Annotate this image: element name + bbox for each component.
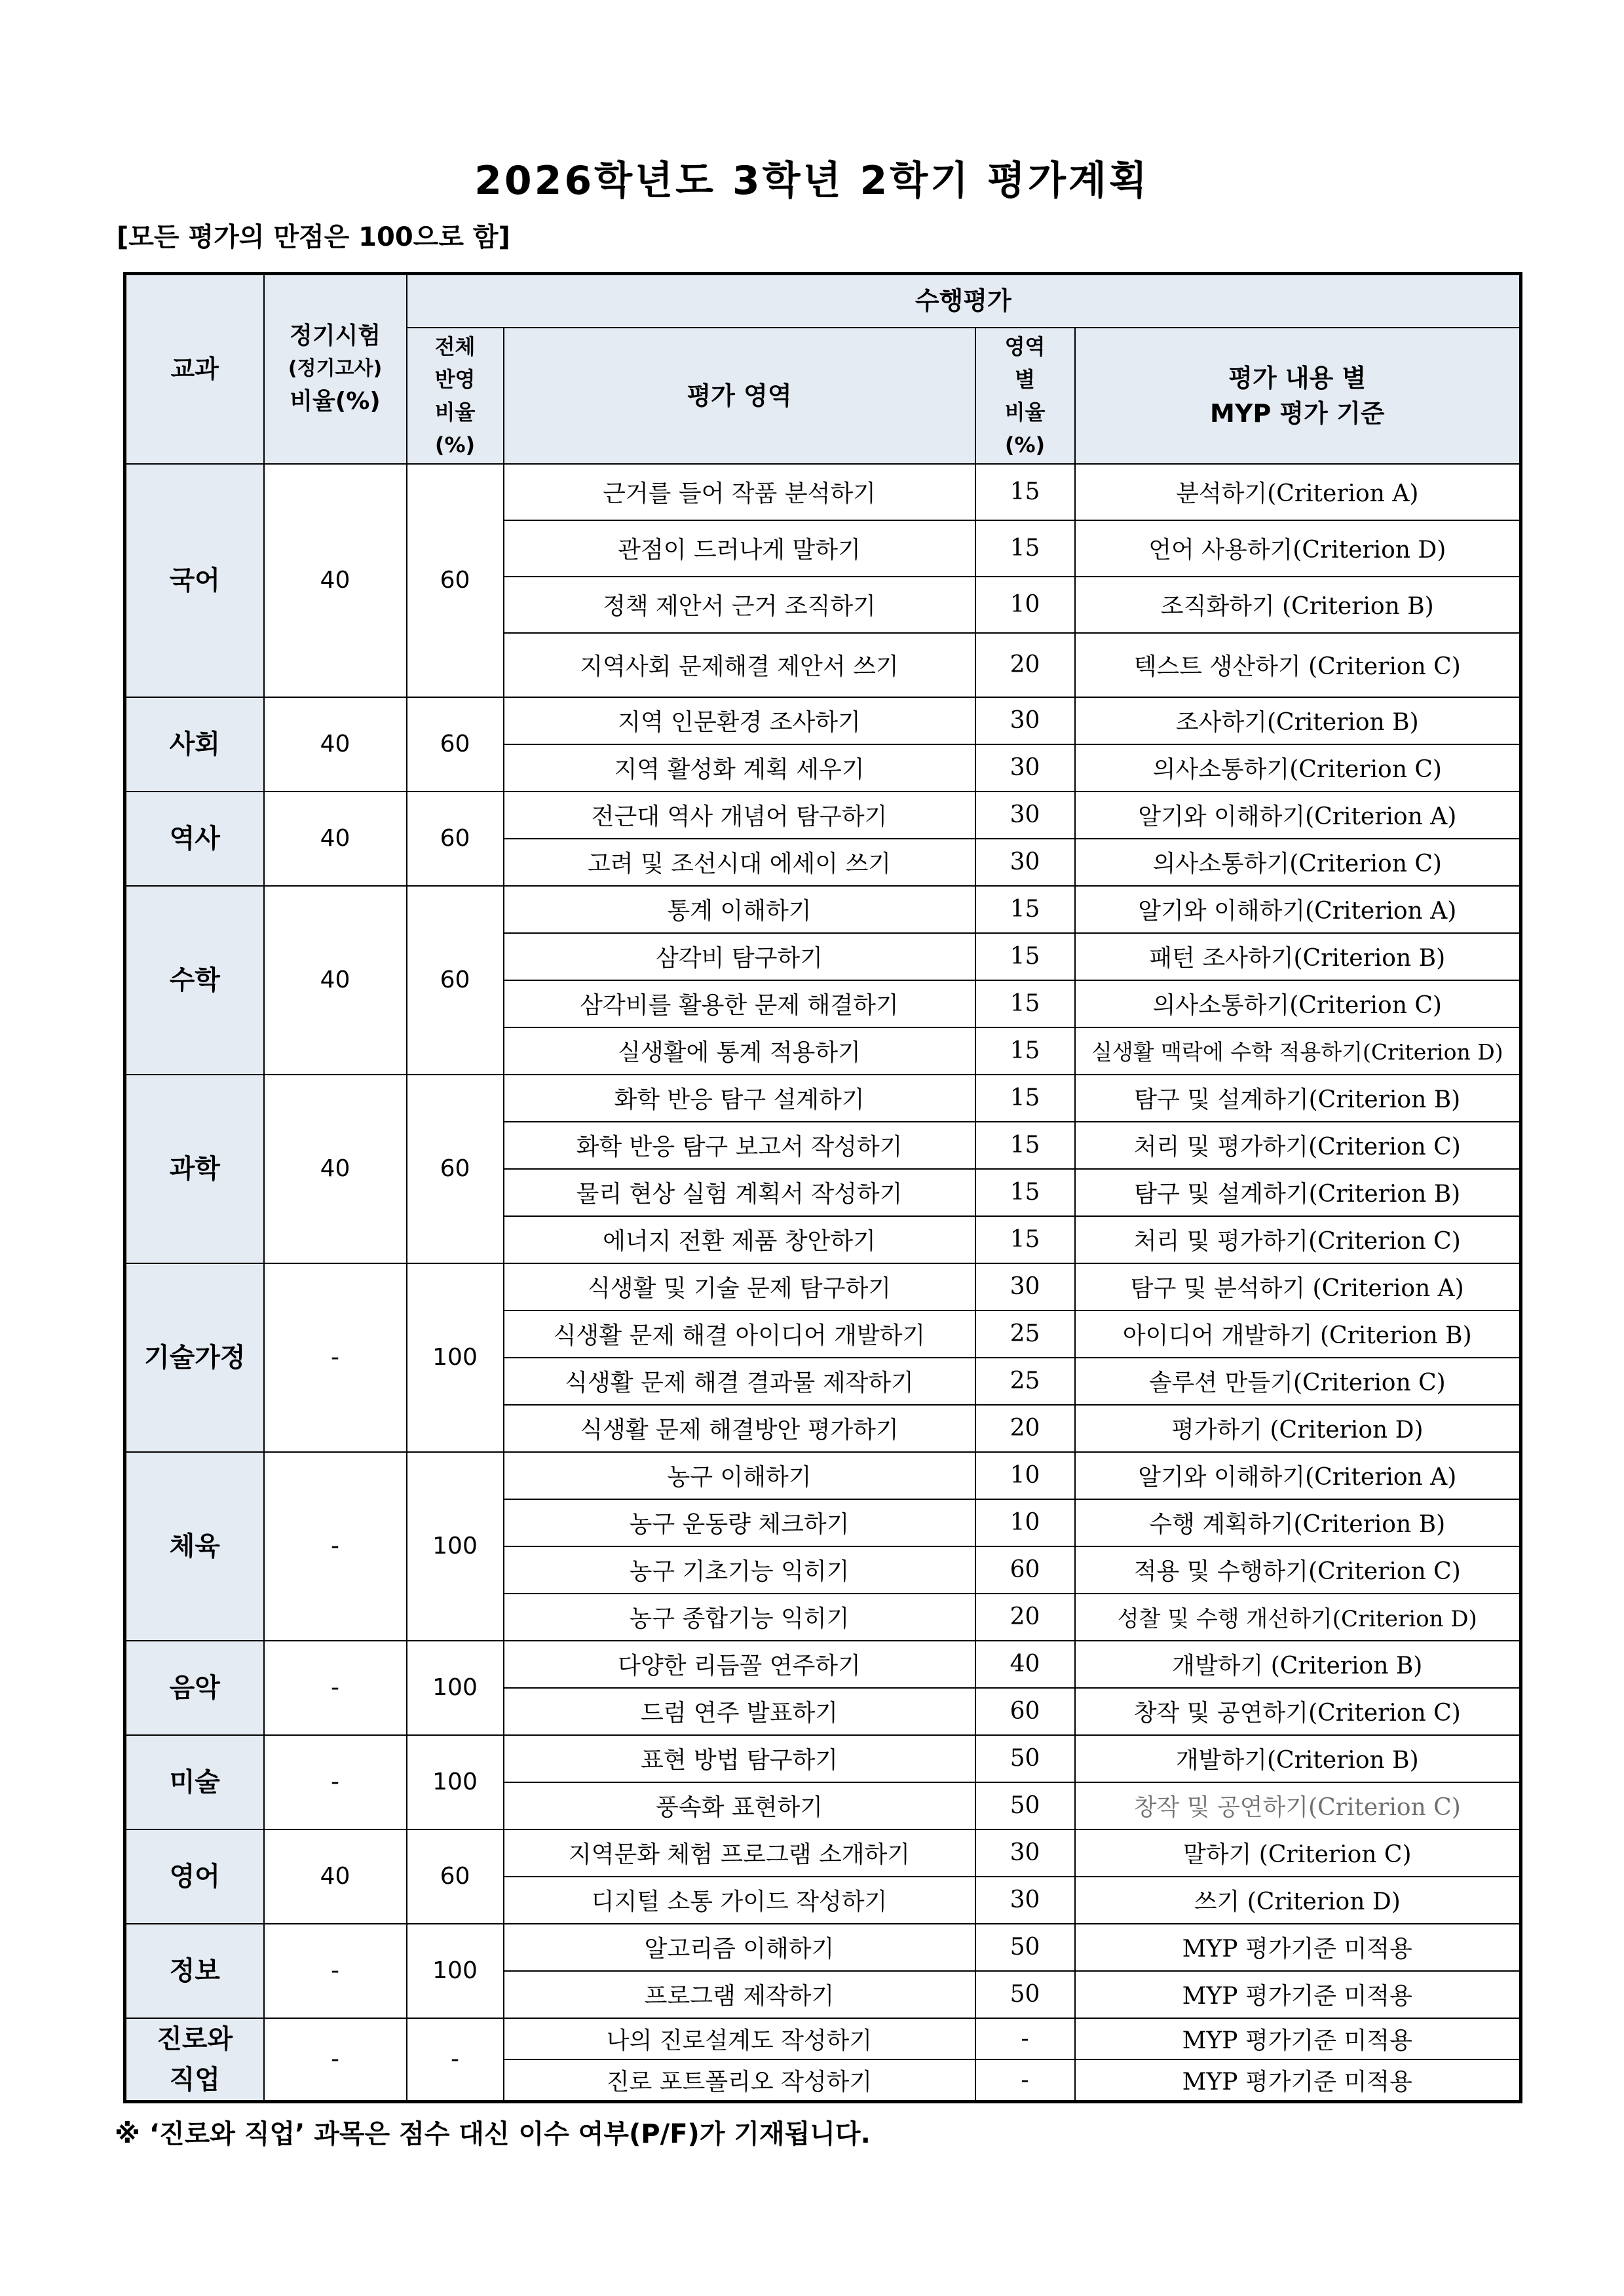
total-ratio-header: 전체 반영 비율 (%)	[407, 328, 504, 464]
ratio-cell: 30	[975, 1829, 1075, 1877]
total-ratio-cell: 60	[407, 464, 504, 697]
subject-cell: 사회	[125, 697, 264, 792]
exam-ratio-cell: -	[264, 1735, 407, 1829]
exam-ratio-cell: -	[264, 1924, 407, 2018]
criterion-cell: 성찰 및 수행 개선하기(Criterion D)	[1075, 1594, 1521, 1641]
criterion-cell: 의사소통하기(Criterion C)	[1075, 839, 1521, 886]
ratio-cell: 15	[975, 1122, 1075, 1169]
subject-cell: 수학	[125, 886, 264, 1075]
ratio-cell: 10	[975, 1499, 1075, 1546]
criterion-cell: 의사소통하기(Criterion C)	[1075, 744, 1521, 792]
criterion-cell: 개발하기 (Criterion B)	[1075, 1641, 1521, 1688]
ratio-cell: 50	[975, 1971, 1075, 2018]
area-cell: 고려 및 조선시대 에세이 쓰기	[504, 839, 975, 886]
criterion-cell: 평가하기 (Criterion D)	[1075, 1405, 1521, 1452]
subject-cell: 영어	[125, 1829, 264, 1924]
area-cell: 삼각비 탐구하기	[504, 933, 975, 980]
ratio-cell: 50	[975, 1735, 1075, 1782]
criterion-cell: 언어 사용하기(Criterion D)	[1075, 520, 1521, 577]
area-cell: 다양한 리듬꼴 연주하기	[504, 1641, 975, 1688]
criterion-cell: 알기와 이해하기(Criterion A)	[1075, 886, 1521, 933]
criterion-cell: 적용 및 수행하기(Criterion C)	[1075, 1546, 1521, 1594]
table-body	[125, 464, 1521, 2102]
criterion-cell: 개발하기(Criterion B)	[1075, 1735, 1521, 1782]
ratio-cell: 30	[975, 792, 1075, 839]
area-cell: 지역문화 체험 프로그램 소개하기	[504, 1829, 975, 1877]
exam-ratio-cell: 40	[264, 792, 407, 886]
table-header	[125, 274, 1521, 464]
subject-cell: 역사	[125, 792, 264, 886]
area-cell: 에너지 전환 제품 창안하기	[504, 1216, 975, 1263]
area-cell: 농구 이해하기	[504, 1452, 975, 1499]
table-row	[125, 1075, 1521, 1122]
table-row	[125, 697, 1521, 744]
area-cell: 화학 반응 탐구 보고서 작성하기	[504, 1122, 975, 1169]
ratio-cell: 15	[975, 520, 1075, 577]
area-cell: 표현 방법 탐구하기	[504, 1735, 975, 1782]
ratio-cell: 15	[975, 933, 1075, 980]
criterion-cell: 알기와 이해하기(Criterion A)	[1075, 792, 1521, 839]
area-cell: 지역 활성화 계획 세우기	[504, 744, 975, 792]
exam-ratio-cell: -	[264, 1452, 407, 1641]
criterion-cell: 탐구 및 설계하기(Criterion B)	[1075, 1075, 1521, 1122]
criterion-cell: 솔루션 만들기(Criterion C)	[1075, 1358, 1521, 1405]
area-header: 평가 영역	[504, 328, 975, 464]
area-cell: 지역사회 문제해결 제안서 쓰기	[504, 633, 975, 697]
criterion-cell: 창작 및 공연하기(Criterion C)	[1075, 1688, 1521, 1735]
area-cell: 디지털 소통 가이드 작성하기	[504, 1877, 975, 1924]
ratio-cell: 60	[975, 1688, 1075, 1735]
table-row	[125, 464, 1521, 520]
area-cell: 식생활 및 기술 문제 탐구하기	[504, 1263, 975, 1311]
area-cell: 나의 진로설계도 작성하기	[504, 2018, 975, 2060]
subject-cell: 음악	[125, 1641, 264, 1735]
score-note: [모든 평가의 만점은 100으로 함]	[117, 222, 510, 252]
exam-ratio-cell: 40	[264, 464, 407, 697]
criterion-cell: 분석하기(Criterion A)	[1075, 464, 1521, 520]
table-row	[125, 1452, 1521, 1499]
table-row	[125, 1829, 1521, 1877]
criterion-cell: 창작 및 공연하기(Criterion C)	[1075, 1782, 1521, 1829]
ratio-cell: 30	[975, 744, 1075, 792]
table-row	[125, 1924, 1521, 1971]
ratio-cell: -	[975, 2059, 1075, 2101]
total-ratio-cell: 100	[407, 1452, 504, 1641]
exam-ratio-cell: 40	[264, 697, 407, 792]
evaluation-plan-table	[123, 272, 1522, 2103]
ratio-cell: 15	[975, 1216, 1075, 1263]
exam-ratio-header: 정기시험 (정기고사) 비율(%)	[264, 274, 407, 464]
criterion-cell: 조사하기(Criterion B)	[1075, 697, 1521, 744]
area-cell: 화학 반응 탐구 설계하기	[504, 1075, 975, 1122]
exam-ratio-cell: -	[264, 1263, 407, 1452]
area-cell: 관점이 드러나게 말하기	[504, 520, 975, 577]
ratio-cell: 15	[975, 1027, 1075, 1075]
area-cell: 프로그램 제작하기	[504, 1971, 975, 2018]
table-row	[125, 1263, 1521, 1311]
exam-ratio-cell: -	[264, 1641, 407, 1735]
ratio-cell: 20	[975, 1405, 1075, 1452]
ratio-cell: 10	[975, 577, 1075, 633]
area-cell: 풍속화 표현하기	[504, 1782, 975, 1829]
subject-header: 교과	[125, 274, 264, 464]
subject-cell: 미술	[125, 1735, 264, 1829]
area-cell: 식생활 문제 해결 결과물 제작하기	[504, 1358, 975, 1405]
total-ratio-cell: 100	[407, 1924, 504, 2018]
total-ratio-cell: 60	[407, 1075, 504, 1263]
subject-cell: 기술가정	[125, 1263, 264, 1452]
ratio-cell: 25	[975, 1358, 1075, 1405]
performance-header: 수행평가	[407, 274, 1521, 328]
ratio-cell: 25	[975, 1311, 1075, 1358]
criterion-cell: 탐구 및 설계하기(Criterion B)	[1075, 1169, 1521, 1216]
exam-ratio-cell: 40	[264, 1075, 407, 1263]
area-cell: 농구 기초기능 익히기	[504, 1546, 975, 1594]
criterion-cell: 실생활 맥락에 수학 적용하기(Criterion D)	[1075, 1027, 1521, 1075]
ratio-cell: 20	[975, 1594, 1075, 1641]
ratio-cell: 10	[975, 1452, 1075, 1499]
criterion-cell: 수행 계획하기(Criterion B)	[1075, 1499, 1521, 1546]
subject-cell: 과학	[125, 1075, 264, 1263]
total-ratio-cell: 60	[407, 792, 504, 886]
ratio-cell: 30	[975, 697, 1075, 744]
area-cell: 통계 이해하기	[504, 886, 975, 933]
ratio-cell: 30	[975, 1263, 1075, 1311]
area-cell: 삼각비를 활용한 문제 해결하기	[504, 980, 975, 1027]
area-cell: 드럼 연주 발표하기	[504, 1688, 975, 1735]
ratio-cell: 40	[975, 1641, 1075, 1688]
total-ratio-cell: 60	[407, 886, 504, 1075]
criterion-cell: 탐구 및 분석하기 (Criterion A)	[1075, 1263, 1521, 1311]
subject-cell: 진로와 직업	[125, 2018, 264, 2102]
footer-note: ※ ‘진로와 직업’ 과목은 점수 대신 이수 여부(P/F)가 기재됩니다.	[115, 2119, 871, 2149]
criterion-cell: 아이디어 개발하기 (Criterion B)	[1075, 1311, 1521, 1358]
criterion-cell: MYP 평가기준 미적용	[1075, 1924, 1521, 1971]
criterion-cell: 패턴 조사하기(Criterion B)	[1075, 933, 1521, 980]
table-row	[125, 1735, 1521, 1782]
ratio-cell: 15	[975, 1169, 1075, 1216]
criterion-header: 평가 내용 별 MYP 평가 기준	[1075, 328, 1521, 464]
table-row	[125, 792, 1521, 839]
total-ratio-cell: 100	[407, 1641, 504, 1735]
exam-ratio-cell: 40	[264, 886, 407, 1075]
ratio-cell: 20	[975, 633, 1075, 697]
area-cell: 정책 제안서 근거 조직하기	[504, 577, 975, 633]
area-cell: 식생활 문제 해결 아이디어 개발하기	[504, 1311, 975, 1358]
criterion-cell: 처리 및 평가하기(Criterion C)	[1075, 1122, 1521, 1169]
ratio-cell: 30	[975, 1877, 1075, 1924]
ratio-cell: 30	[975, 839, 1075, 886]
ratio-cell: 15	[975, 980, 1075, 1027]
criterion-cell: MYP 평가기준 미적용	[1075, 2018, 1521, 2060]
area-cell: 농구 종합기능 익히기	[504, 1594, 975, 1641]
area-cell: 지역 인문환경 조사하기	[504, 697, 975, 744]
ratio-cell: 50	[975, 1924, 1075, 1971]
table-row	[125, 2018, 1521, 2060]
area-cell: 물리 현상 실험 계획서 작성하기	[504, 1169, 975, 1216]
total-ratio-cell: 100	[407, 1263, 504, 1452]
subject-cell: 체육	[125, 1452, 264, 1641]
total-ratio-cell: -	[407, 2018, 504, 2102]
exam-ratio-cell: -	[264, 2018, 407, 2102]
criterion-cell: 쓰기 (Criterion D)	[1075, 1877, 1521, 1924]
page-title: 2026학년도 3학년 2학기 평가계획	[474, 158, 1150, 204]
area-cell: 근거를 들어 작품 분석하기	[504, 464, 975, 520]
exam-ratio-cell: 40	[264, 1829, 407, 1924]
ratio-cell: 15	[975, 464, 1075, 520]
ratio-cell: 15	[975, 886, 1075, 933]
area-cell: 알고리즘 이해하기	[504, 1924, 975, 1971]
area-cell: 농구 운동량 체크하기	[504, 1499, 975, 1546]
subject-cell: 국어	[125, 464, 264, 697]
area-ratio-header: 영역 별 비율 (%)	[975, 328, 1075, 464]
subject-cell: 정보	[125, 1924, 264, 2018]
criterion-cell: 조직화하기 (Criterion B)	[1075, 577, 1521, 633]
criterion-cell: 말하기 (Criterion C)	[1075, 1829, 1521, 1877]
area-cell: 진로 포트폴리오 작성하기	[504, 2059, 975, 2101]
total-ratio-cell: 60	[407, 1829, 504, 1924]
ratio-cell: -	[975, 2018, 1075, 2060]
criterion-cell: MYP 평가기준 미적용	[1075, 2059, 1521, 2101]
ratio-cell: 15	[975, 1075, 1075, 1122]
total-ratio-cell: 60	[407, 697, 504, 792]
criterion-cell: 알기와 이해하기(Criterion A)	[1075, 1452, 1521, 1499]
ratio-cell: 50	[975, 1782, 1075, 1829]
criterion-cell: 처리 및 평가하기(Criterion C)	[1075, 1216, 1521, 1263]
area-cell: 실생활에 통계 적용하기	[504, 1027, 975, 1075]
criterion-cell: MYP 평가기준 미적용	[1075, 1971, 1521, 2018]
criterion-cell: 의사소통하기(Criterion C)	[1075, 980, 1521, 1027]
area-cell: 식생활 문제 해결방안 평가하기	[504, 1405, 975, 1452]
total-ratio-cell: 100	[407, 1735, 504, 1829]
table-row	[125, 886, 1521, 933]
ratio-cell: 60	[975, 1546, 1075, 1594]
table-row	[125, 1641, 1521, 1688]
criterion-cell: 텍스트 생산하기 (Criterion C)	[1075, 633, 1521, 697]
area-cell: 전근대 역사 개념어 탐구하기	[504, 792, 975, 839]
